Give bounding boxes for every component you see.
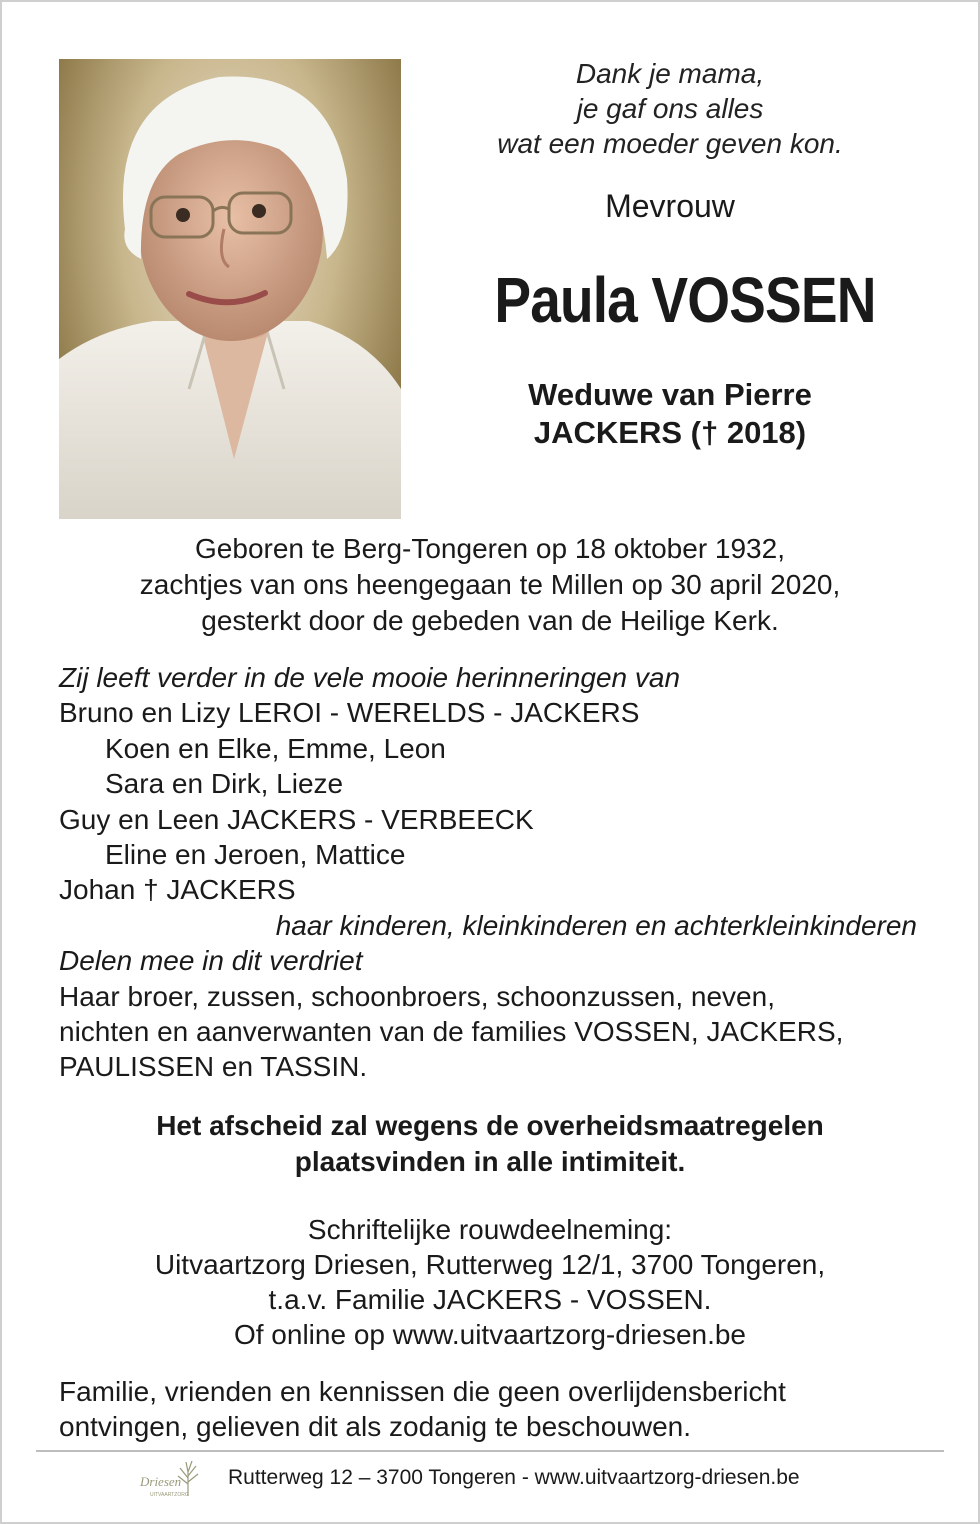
share-line: PAULISSEN en TASSIN. xyxy=(59,1051,368,1083)
farewell-notice xyxy=(40,1108,940,1180)
condolence-address: Uitvaartzorg Driesen, Rutterweg 12/1, 3700 Tongeren, xyxy=(154,1249,826,1280)
notice-line: plaatsvinden in alle intimiteit. xyxy=(294,1146,686,1177)
widow-of xyxy=(430,376,910,452)
birth-death-details xyxy=(40,531,940,639)
funeral-home-logo xyxy=(136,1458,210,1502)
condolence-attention: t.a.v. Familie JACKERS - VOSSEN. xyxy=(268,1284,712,1315)
relatives-summary: haar kinderen, kleinkinderen en achterkleinkinderen xyxy=(275,909,917,941)
relative-line: Eline en Jeroen, Mattice xyxy=(105,839,406,871)
poem-line: je gaf ons alles xyxy=(576,93,764,124)
deceased-name: Paula VOSSEN xyxy=(494,264,876,336)
relative-line: Koen en Elke, Emme, Leon xyxy=(105,732,446,764)
share-line: Haar broer, zussen, schoonbroers, schoonzussen, neven, xyxy=(59,980,775,1012)
footer-address: Rutterweg 12 – 3700 Tongeren - www.uitvaartzorg-driesen.be xyxy=(228,1466,800,1489)
condolence-online: Of online op www.uitvaartzorg-driesen.be xyxy=(233,1319,747,1350)
family-line: ontvingen, gelieven dit als zodanig te beschouwen. xyxy=(59,1411,691,1442)
relatives-intro: Zij leeft verder in de vele mooie herinneringen van xyxy=(59,662,681,693)
condolence-heading: Schriftelijke rouwdeelneming: xyxy=(307,1214,673,1245)
share-intro: Delen mee in dit verdriet xyxy=(59,945,363,977)
relative-line: Sara en Dirk, Lieze xyxy=(105,768,344,800)
poem-line: Dank je mama, xyxy=(575,58,765,89)
honorific: Mevrouw xyxy=(605,188,735,224)
family-notice xyxy=(59,1374,939,1444)
portrait-photo xyxy=(59,59,401,519)
footer-divider xyxy=(36,1450,944,1452)
relative-line: Johan † JACKERS xyxy=(59,874,296,906)
family-line: Familie, vrienden en kennissen die geen overlijdensbericht xyxy=(59,1376,786,1407)
poem xyxy=(430,56,910,161)
poem-line: wat een moeder geven kon. xyxy=(497,128,843,159)
logo-subtext: UITVAARTZORG xyxy=(150,1492,189,1498)
relatives-list xyxy=(59,660,939,1085)
share-line: nichten en aanverwanten van de families VOSSEN, JACKERS, xyxy=(59,1016,844,1048)
notice-line: Het afscheid zal wegens de overheidsmaatregelen xyxy=(156,1110,824,1141)
widow-line: JACKERS († 2018) xyxy=(533,415,807,450)
church-line: gesterkt door de gebeden van de Heilige Kerk. xyxy=(201,605,779,636)
relative-line: Bruno en Lizy LEROI - WERELDS - JACKERS xyxy=(59,697,640,729)
condolence-info xyxy=(40,1212,940,1352)
relative-line: Guy en Leen JACKERS - VERBEECK xyxy=(59,803,534,835)
death-line: zachtjes van ons heengegaan te Millen op 30 april 2020, xyxy=(139,569,841,600)
birth-line: Geboren te Berg-Tongeren op 18 oktober 1932, xyxy=(195,533,785,564)
logo-text: Driesen xyxy=(140,1474,182,1489)
widow-line: Weduwe van Pierre xyxy=(528,377,812,412)
